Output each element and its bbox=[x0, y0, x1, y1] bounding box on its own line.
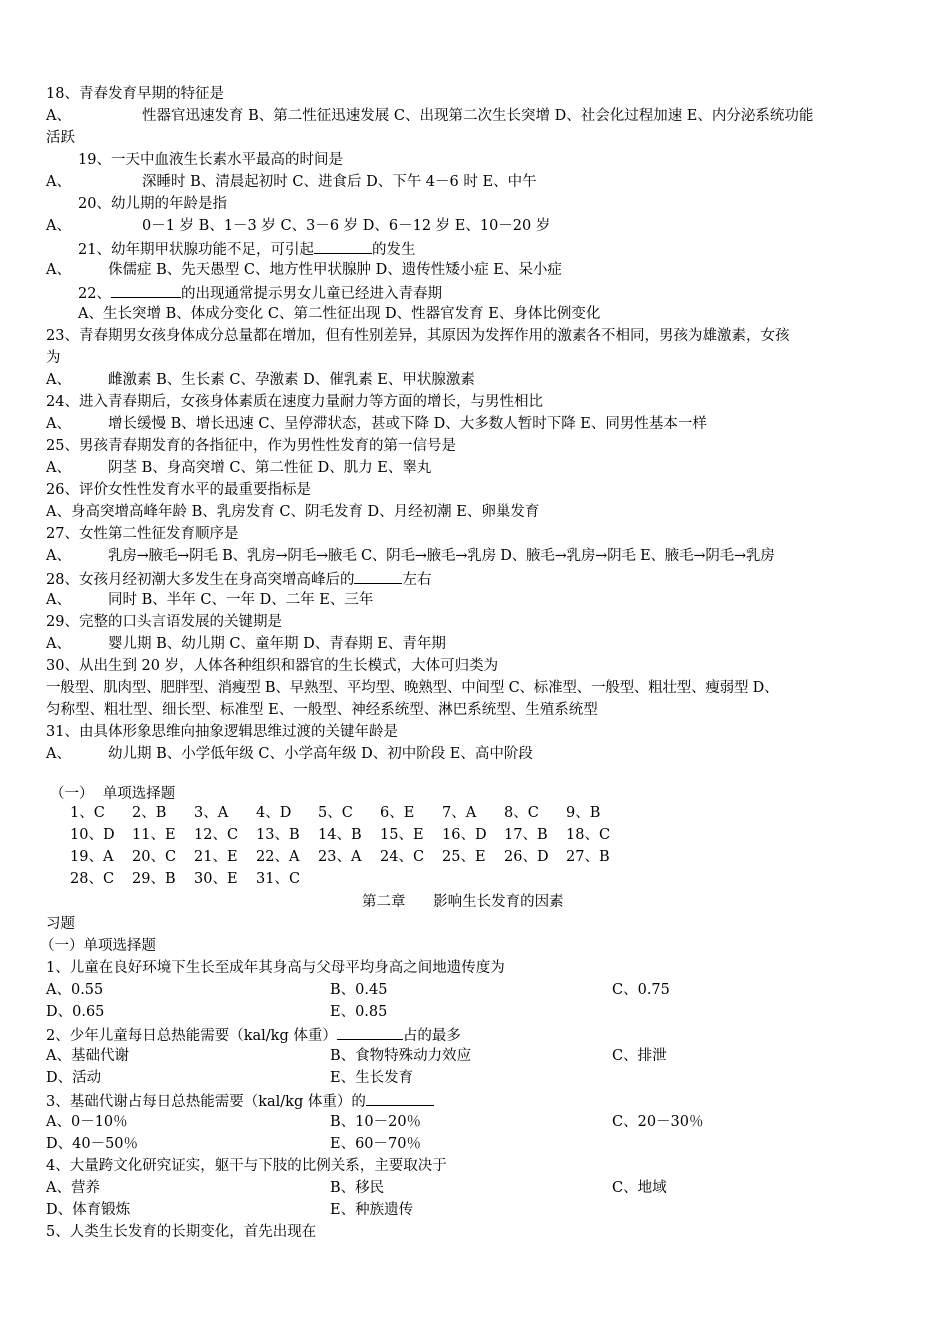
question-19-stem: 19、一天中血液生长素水平最高的时间是 bbox=[78, 152, 343, 168]
ch2-question-4-option-d: D、体育锻炼 bbox=[46, 1202, 131, 1218]
ch2-question-4-option-c: C、地域 bbox=[612, 1180, 667, 1196]
ch2-question-2-option-e: E、生长发育 bbox=[330, 1070, 414, 1086]
answer-key-item: 15、E bbox=[380, 827, 424, 843]
question-22-options: A、生长突增 B、体成分变化 C、第二性征出现 D、性器官发育 E、身体比例变化 bbox=[78, 306, 601, 322]
question-27-stem: 27、女性第二性征发育顺序是 bbox=[46, 526, 239, 542]
ch2-question-1-option-b: B、0.45 bbox=[330, 982, 388, 998]
answer-key-item: 8、C bbox=[504, 805, 539, 821]
answer-key-item: 24、C bbox=[380, 849, 425, 865]
question-18-options: 性器官迅速发育 B、第二性征迅速发展 C、出现第二次生长突增 D、社会化过程加速 E、内分泌系统功能 bbox=[142, 108, 814, 124]
question-28-stem bbox=[46, 568, 431, 590]
ch2-question-4-stem: 4、大量跨文化研究证实，躯干与下肢的比例关系，主要取决于 bbox=[46, 1158, 447, 1174]
question-27-option-a-label: A、 bbox=[46, 548, 71, 564]
ch2-question-2-stem bbox=[46, 1024, 461, 1046]
ch2-question-5-stem: 5、人类生长发育的长期变化，首先出现在 bbox=[46, 1224, 317, 1240]
answer-key-item: 16、D bbox=[442, 827, 487, 843]
question-20-stem: 20、幼儿期的年龄是指 bbox=[78, 196, 227, 212]
exercise-label: 习题 bbox=[46, 916, 75, 932]
section-heading: （一）单项选择题 bbox=[40, 938, 156, 954]
question-23-stem-cont: 为 bbox=[46, 350, 61, 366]
question-25-options: 阴茎 B、身高突增 C、第二性征 D、肌力 E、睾丸 bbox=[108, 460, 432, 476]
answer-key-item: 3、A bbox=[194, 805, 229, 821]
chapter-2-title: 第二章 影响生长发育的因素 bbox=[362, 894, 564, 910]
question-28-stem-post: 左右 bbox=[402, 572, 432, 588]
ch2-question-2-stem-post: 占的最多 bbox=[402, 1028, 461, 1044]
question-21-stem-pre: 21、幼年期甲状腺功能不足，可引起 bbox=[78, 242, 314, 258]
answer-key-item: 18、C bbox=[566, 827, 611, 843]
question-30-stem: 30、从出生到 20 岁，人体各种组织和器官的生长模式，大体可归类为 bbox=[46, 658, 499, 674]
answer-key-item: 29、B bbox=[132, 871, 176, 887]
answer-key-item: 26、D bbox=[504, 849, 549, 865]
answer-key-item: 9、B bbox=[566, 805, 601, 821]
question-30-options-line-1: 一般型、肌肉型、肥胖型、消瘦型 B、早熟型、平均型、晚熟型、中间型 C、标准型、一般型、粗壮型、瘦弱型 D、 bbox=[46, 680, 779, 696]
answer-key-item: 4、D bbox=[256, 805, 292, 821]
answer-key-item: 13、B bbox=[256, 827, 300, 843]
ch2-question-3-option-e: E、60－70％ bbox=[330, 1136, 421, 1152]
ch2-question-2-option-a: A、基础代谢 bbox=[46, 1048, 129, 1064]
question-29-stem: 29、完整的口头言语发展的关键期是 bbox=[46, 614, 282, 630]
ch2-question-3-option-b: B、10－20％ bbox=[330, 1114, 422, 1130]
question-29-options: 婴儿期 B、幼儿期 C、童年期 D、青春期 E、青年期 bbox=[108, 636, 446, 652]
answer-key-item: 1、C bbox=[70, 805, 105, 821]
answer-key-item: 19、A bbox=[70, 849, 114, 865]
ch2-question-4-option-a: A、营养 bbox=[46, 1180, 100, 1196]
question-22-stem-post: 的出现通常提示男女儿童已经进入青春期 bbox=[180, 286, 442, 302]
ch2-question-1-option-d: D、0.65 bbox=[46, 1004, 105, 1020]
answer-key-item: 25、E bbox=[442, 849, 486, 865]
question-26-stem: 26、评价女性性发育水平的最重要指标是 bbox=[46, 482, 311, 498]
answers-heading: （一） 单项选择题 bbox=[50, 786, 176, 802]
answer-blank bbox=[337, 1024, 403, 1040]
question-18-options-cont: 活跃 bbox=[46, 130, 75, 146]
question-25-option-a-label: A、 bbox=[46, 460, 71, 476]
ch2-question-2-option-b: B、食物特殊动力效应 bbox=[330, 1048, 472, 1064]
question-19-option-a-label: A、 bbox=[46, 174, 71, 190]
answer-key-item: 7、A bbox=[442, 805, 477, 821]
ch2-question-1-stem: 1、儿童在良好环境下生长至成年其身高与父母平均身高之间地遗传度为 bbox=[46, 960, 505, 976]
ch2-question-1-option-c: C、0.75 bbox=[612, 982, 670, 998]
question-30-options-line-2: 匀称型、粗壮型、细长型、标准型 E、一般型、神经系统型、淋巴系统型、生殖系统型 bbox=[46, 702, 598, 718]
question-20-option-a-label: A、 bbox=[46, 218, 71, 234]
answer-blank bbox=[354, 568, 402, 584]
answer-key-item: 2、B bbox=[132, 805, 167, 821]
question-21-option-a-label: A、 bbox=[46, 262, 71, 278]
answer-key-item: 30、E bbox=[194, 871, 238, 887]
ch2-question-3-option-c: C、20－30％ bbox=[612, 1114, 704, 1130]
ch2-question-3-stem bbox=[46, 1090, 434, 1112]
answer-key-item: 17、B bbox=[504, 827, 548, 843]
answer-key-item: 12、C bbox=[194, 827, 239, 843]
question-21-options: 侏儒症 B、先天愚型 C、地方性甲状腺肿 D、遗传性矮小症 E、呆小症 bbox=[108, 262, 562, 278]
question-21-stem-post: 的发生 bbox=[371, 242, 416, 258]
answer-key-item: 23、A bbox=[318, 849, 362, 865]
answer-key-item: 22、A bbox=[256, 849, 300, 865]
question-31-stem: 31、由具体形象思维向抽象逻辑思维过渡的关键年龄是 bbox=[46, 724, 398, 740]
ch2-question-1-option-a: A、0.55 bbox=[46, 982, 104, 998]
question-28-option-a-label: A、 bbox=[46, 592, 71, 608]
answer-blank bbox=[111, 282, 181, 298]
question-28-options: 同时 B、半年 C、一年 D、二年 E、三年 bbox=[108, 592, 374, 608]
answer-key-item: 31、C bbox=[256, 871, 301, 887]
question-26-options: A、身高突增高峰年龄 B、乳房发育 C、阴毛发育 D、月经初潮 E、卵巢发育 bbox=[46, 504, 540, 520]
answer-key-item: 10、D bbox=[70, 827, 115, 843]
ch2-question-4-option-e: E、种族遗传 bbox=[330, 1202, 414, 1218]
question-18-option-a-label: A、 bbox=[46, 108, 71, 124]
answer-key-item: 20、C bbox=[132, 849, 177, 865]
answer-blank bbox=[366, 1090, 434, 1106]
ch2-question-3-option-a: A、0－10％ bbox=[46, 1114, 128, 1130]
question-18-stem: 18、青春发育早期的特征是 bbox=[46, 86, 224, 102]
answer-blank bbox=[314, 238, 372, 254]
question-23-stem: 23、青春期男女孩身体成分总量都在增加，但有性别差异，其原因为发挥作用的激素各不相同，男孩为雄激素，女孩 bbox=[46, 328, 790, 344]
question-29-option-a-label: A、 bbox=[46, 636, 71, 652]
question-22-number: 22、 bbox=[78, 286, 111, 302]
ch2-question-2-option-c: C、排泄 bbox=[612, 1048, 667, 1064]
question-21-stem bbox=[78, 238, 415, 260]
answer-key-item: 27、B bbox=[566, 849, 610, 865]
ch2-question-2-option-d: D、活动 bbox=[46, 1070, 102, 1086]
question-24-option-a-label: A、 bbox=[46, 416, 71, 432]
question-25-stem: 25、男孩青春期发育的各指征中，作为男性性发育的第一信号是 bbox=[46, 438, 456, 454]
question-24-stem: 24、进入青春期后，女孩身体素质在速度力量耐力等方面的增长，与男性相比 bbox=[46, 394, 543, 410]
question-22-stem bbox=[78, 282, 442, 304]
ch2-question-1-option-e: E、0.85 bbox=[330, 1004, 388, 1020]
question-27-options: 乳房→腋毛→阴毛 B、乳房→阴毛→腋毛 C、阴毛→腋毛→乳房 D、腋毛→乳房→阴毛 E、腋毛→阴毛→乳房 bbox=[108, 548, 775, 564]
question-23-options: 雌激素 B、生长素 C、孕激素 D、催乳素 E、甲状腺激素 bbox=[108, 372, 475, 388]
answer-key-item: 6、E bbox=[380, 805, 415, 821]
question-24-options: 增长缓慢 B、增长迅速 C、呈停滞状态，甚或下降 D、大多数人暂时下降 E、同男性基本一样 bbox=[108, 416, 707, 432]
answer-key-item: 5、C bbox=[318, 805, 353, 821]
question-20-options: 0－1 岁 B、1－3 岁 C、3－6 岁 D、6－12 岁 E、10－20 岁 bbox=[142, 218, 551, 234]
answer-key-item: 21、E bbox=[194, 849, 238, 865]
answer-key-item: 11、E bbox=[132, 827, 176, 843]
ch2-question-3-stem-pre: 3、基础代谢占每日总热能需要（kal/kg 体重）的 bbox=[46, 1094, 366, 1110]
ch2-question-2-stem-pre: 2、少年儿童每日总热能需要（kal/kg 体重） bbox=[46, 1028, 337, 1044]
question-19-options: 深睡时 B、清晨起初时 C、进食后 D、下午 4－6 时 E、中午 bbox=[142, 174, 537, 190]
answer-key-item: 14、B bbox=[318, 827, 362, 843]
ch2-question-3-option-d: D、40－50％ bbox=[46, 1136, 139, 1152]
question-23-option-a-label: A、 bbox=[46, 372, 71, 388]
question-31-option-a-label: A、 bbox=[46, 746, 71, 762]
ch2-question-4-option-b: B、移民 bbox=[330, 1180, 385, 1196]
answer-key-item: 28、C bbox=[70, 871, 115, 887]
question-28-stem-pre: 28、女孩月经初潮大多发生在身高突增高峰后的 bbox=[46, 572, 355, 588]
question-31-options: 幼儿期 B、小学低年级 C、小学高年级 D、初中阶段 E、高中阶段 bbox=[108, 746, 533, 762]
